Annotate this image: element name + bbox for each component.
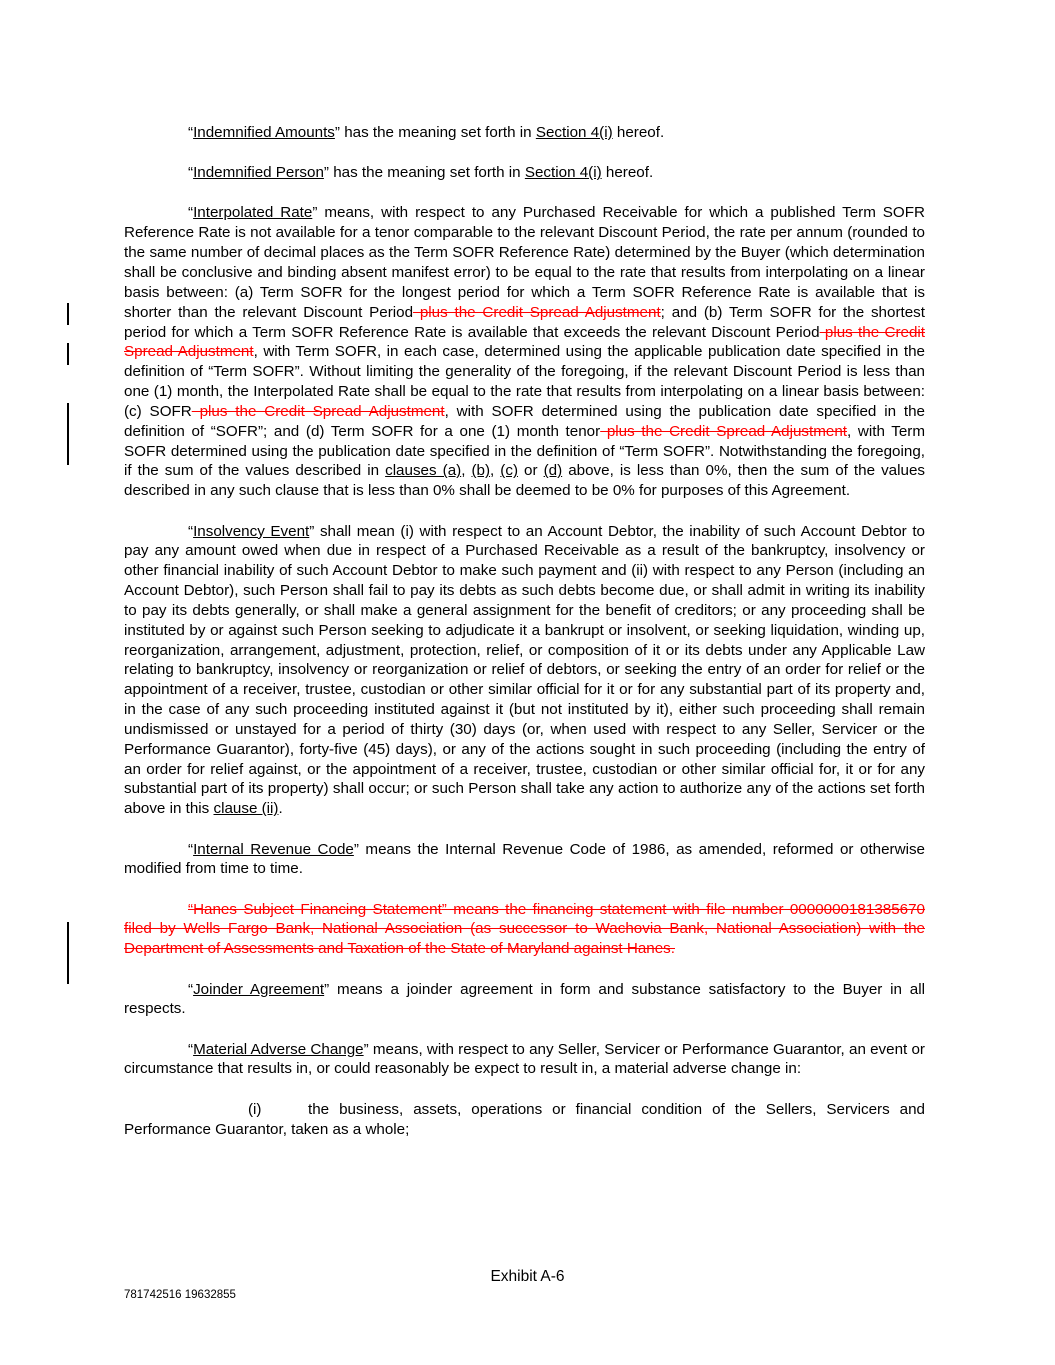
mac-clause-i: (i) the business, assets, operations or financial condition of the Sellers, Servicers and Performance Guarantor, taken as a whole; bbox=[124, 1100, 925, 1138]
cross-reference: (c) bbox=[500, 462, 519, 480]
defined-term: Internal Revenue Code bbox=[193, 840, 354, 858]
defined-term: Indemnified Amounts bbox=[193, 124, 335, 141]
defined-term: Joinder Agreement bbox=[193, 980, 325, 998]
deleted-text: plus the Credit Spread Adjustment bbox=[191, 402, 445, 420]
defined-term: Insolvency Event bbox=[193, 522, 310, 540]
defined-term: Material Adverse Change bbox=[193, 1040, 364, 1058]
document-page bbox=[124, 123, 925, 1160]
definition-indemnified-person: “Indemnified Person” has the meaning set forth in Section 4(i) hereof. bbox=[188, 164, 654, 182]
cross-reference: (b) bbox=[471, 462, 491, 480]
change-bar bbox=[67, 922, 69, 984]
clause-number: (i) bbox=[248, 1100, 262, 1118]
deleted-text: plus the Credit Spread Adjustment bbox=[413, 303, 661, 321]
defined-term: Interpolated Rate bbox=[193, 204, 313, 222]
change-bar bbox=[67, 303, 69, 325]
change-bar bbox=[67, 403, 69, 465]
definition-internal-revenue-code: “Internal Revenue Code” means the Internal Revenue Code of 1986, as amended, reformed or otherwise modified from time to time. bbox=[124, 840, 925, 878]
page-footer-label: Exhibit A-6 bbox=[490, 1268, 565, 1285]
deleted-text: plus the Credit Spread Adjustment bbox=[124, 323, 925, 361]
document-id: 781742516 19632855 bbox=[124, 1289, 236, 1301]
deleted-text: plus the Credit Spread Adjustment bbox=[600, 422, 848, 440]
deleted-text: “ bbox=[188, 900, 194, 918]
cross-reference: clause (ii) bbox=[213, 800, 279, 818]
definition-material-adverse-change: “Material Adverse Change” means, with respect to any Seller, Servicer or Performance Guarantor, an event or circumstance that results in, or could reasonably be expect to result in, a material adverse change in: bbox=[124, 1040, 925, 1078]
change-bar bbox=[67, 343, 69, 365]
defined-term: Indemnified Person bbox=[193, 164, 324, 182]
deleted-defined-term: Hanes Subject Financing Statement bbox=[193, 900, 442, 918]
definition-hanes-subject-deleted bbox=[124, 900, 925, 960]
definition-joinder-agreement: “Joinder Agreement” means a joinder agreement in form and substance satisfactory to the Buyer in all respects. bbox=[124, 980, 925, 1018]
definition-indemnified-amounts: “Indemnified Amounts” has the meaning set forth in Section 4(i) hereof. bbox=[188, 124, 665, 141]
definition-insolvency-event: “Insolvency Event” shall mean (i) with respect to an Account Debtor, the inability of such Account Debtor to pay any amount owed when due in respect of a Purchased Receivable as a result of the bankruptcy, insolvency or other financial inability of such Account Debtor to make such payment and (ii) with respect to any Person (including an Account Debtor), such Person shall fail to pay its debts as such debts become due, or shall admit in writing its inability to pay its debts generally, or shall make a general assignment for the benefit of creditors; or any proceeding shall be instituted by or against such Person seeking to adjudicate it a bankrupt or insolvent, or seeking liquidation, winding up, reorganization, arrangement, adjustment, protection, relief, or composition of it or its debts under any Applicable Law relating to bankruptcy, insolvency or reorganization or relief of debtors, or seeking the entry of an order for relief or the appointment of a receiver, trustee, custodian or other similar official for it or for any substantial part of its property and, in the case of any such proceeding instituted against it (but not instituted by it), either such proceeding shall remain undismissed or unstayed for a period of thirty (30) days (or, when used with respect to any Seller, Servicer or the Performance Guarantor), forty-five (45) days), or any of the actions sought in such proceeding (including the entry of an order for relief against, or the appointment of a receiver, trustee, custodian or other similar official for, it or for any substantial part of its property) shall occur; or such Person shall take any action to authorize any of the actions set forth above in this clause (ii). bbox=[124, 522, 925, 818]
deleted-text: ” means the financing statement with file number 0000000181385670 filed by Wells Fargo Bank, National Association (as successor to Wachovia Bank, National Association) with the Department of Assessments and Taxation of the State of Maryland against Hanes. bbox=[124, 900, 926, 958]
definition-interpolated-rate: “Interpolated Rate” means, with respect to any Purchased Receivable for which a published Term SOFR Reference Rate is not available for a tenor comparable to the relevant Discount Period, the rate per annum (rounded to the same number of decimal places as the Term SOFR Reference Rate) determined by the Buyer (which determination shall be conclusive and binding absent manifest error) to be equal to the rate that results from interpolating on a linear basis between: (a) Term SOFR for the longest period for which a Term SOFR Reference Rate is available that is shorter than the relevant Discount Period plus the Credit Spread Adjustment; and (b) Term SOFR for the shortest period for which a Term SOFR Reference Rate is available that exceeds the relevant Discount Period plus the Credit Spread Adjustment, with Term SOFR, in each case, determined using the applicable publication date specified in the definition of “Term SOFR”. Without limiting the generality of the foregoing, if the relevant Discount Period is less than one (1) month, the Interpolated Rate shall be equal to the rate that results from interpolating on a linear basis between: (c) SOFR plus the Credit Spread Adjustment, with SOFR determined using the publication date specified in the definition of “SOFR”; and (d) Term SOFR for a one (1) month tenor plus the Credit Spread Adjustment, with Term SOFR determined using the publication date specified in the definition of “Term SOFR”. Notwithstanding the foregoing, if the sum of the values described in clauses (a), (b), (c) or (d) above, is less than 0%, then the sum of the values described in any such clause that is less than 0% shall be deemed to be 0% for purposes of this Agreement. bbox=[124, 204, 926, 500]
cross-reference: Section 4(i) bbox=[524, 164, 602, 182]
cross-reference: clauses (a) bbox=[385, 462, 462, 480]
cross-reference: (d) bbox=[543, 462, 563, 480]
cross-reference: Section 4(i) bbox=[535, 124, 613, 141]
